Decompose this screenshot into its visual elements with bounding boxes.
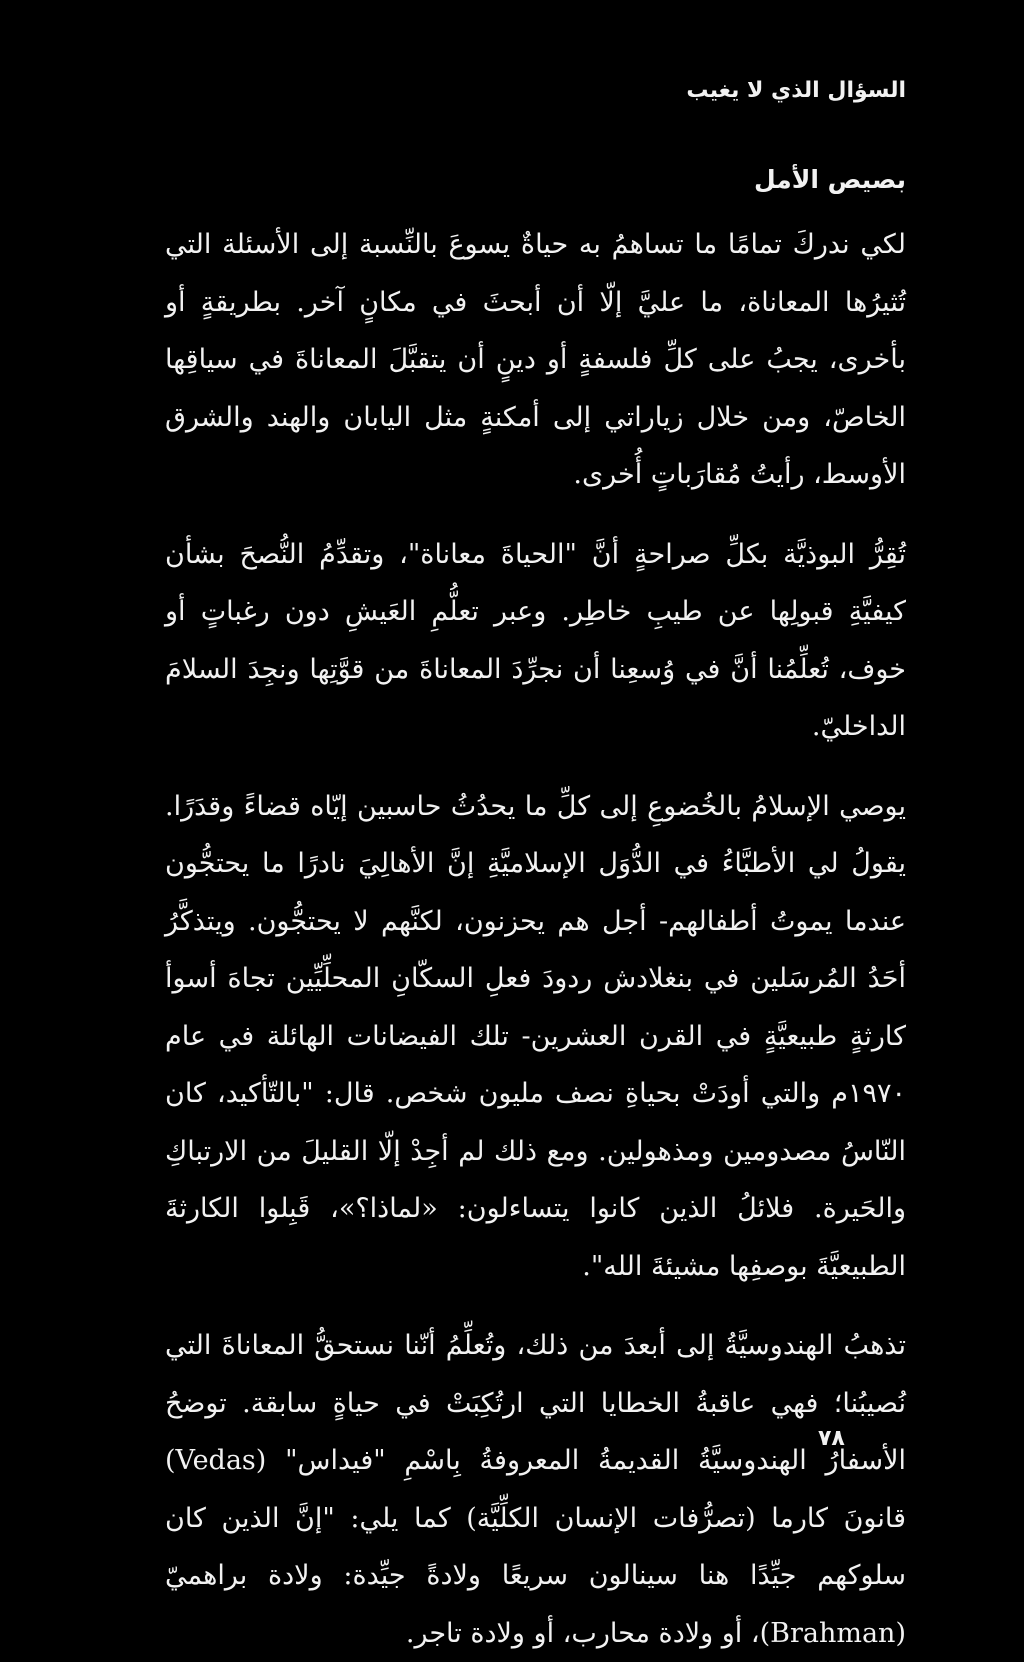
- paragraph-hinduism: تذهبُ الهندوسيَّةُ إلى أبعدَ من ذلك، وتُعلِّمُ أنّنا نستحقُّ المعاناةَ التي نُصيبُنا؛ فهي عاقبةُ الخطايا التي ارتُكِبَتْ في حياةٍ سابقة. توضحُ الأسفارُ الهندوسيَّةُ القديمةُ المعروفةُ بِاسْمِ "فيداس" (Vedas) قانونَ كارما (تصرُّفات الإنسان الكلِّيَّة) كما يلي: "إنَّ الذين كان سلوكهم جيِّدًا هنا سينالون سريعًا ولادةً جيِّدة: ولادة براهميّ (Brahman)، أو ولادة محارب، أو ولادة تاجر.: [165, 1330, 906, 1649]
- running-header: السؤال الذي لا يغيب: [686, 78, 906, 103]
- paragraph-islam: يوصي الإسلامُ بالخُضوعِ إلى كلِّ ما يحدُثُ حاسبين إيّاه قضاءً وقدَرًا. يقولُ لي الأطبَّاءُ في الدُّوَل الإسلاميَّةِ إنَّ الأهالِيَ نادرًا ما يحتجُّون عندما يموتُ أطفالهم- أجل هم يحزنون، لكنَّهم لا يحتجُّون. ويتذكَّرُ أحَدُ المُرسَلين في بنغلادش ردودَ فعلِ السكّانِ المحلِّيِّين تجاهَ أسوأ كارثةٍ طبيعيَّةٍ في القرن العشرين- تلك الفيضانات الهائلة في عام ١٩٧٠م والتي أودَتْ بحياةِ نصف مليون شخص. قال: "بالتّأكيد، كان النّاسُ مصدومين ومذهولين. ومع ذلك لم أجِدْ إلّا القليلَ من الارتباكِ والحَيرة. فلائلُ الذين كانوا يتساءلون: «لماذا؟»، قَبِلوا الكارثةَ الطبيعيَّةَ بوصفِها مشيئةَ الله".: [165, 790, 906, 1282]
- paragraph-buddhism-intro: لكي ندركَ تمامًا ما تساهمُ به حياةٌ يسوعَ بالنِّسبة إلى الأسئلة التي تُثيرُها المعاناة، ما عليَّ إلّا أن أبحثَ في مكانٍ آخر. بطريقةٍ أو بأخرى، يجبُ على كلِّ فلسفةٍ أو دينٍ أن يتقبَّلَ المعاناةَ في سياقِها الخاصّ، ومن خلال زياراتي إلى أمكنةٍ مثل اليابان والهند والشرق الأوسط، رأيتُ مُقارَباتٍ أُخرى.: [165, 229, 906, 490]
- page-number: ٧٨: [818, 1426, 845, 1451]
- paragraph-buddhism: تُقِرُّ البوذيَّة بكلِّ صراحةٍ أنَّ "الحياةَ معاناة"، وتقدِّمُ النُّصحَ بشأن كيفيَّةِ قبولِها عن طيبِ خاطِر. وعبر تعلُّمِ العَيشِ دون رغباتٍ أو خوف، تُعلِّمُنا أنَّ في وُسعِنا أن نجرِّدَ المعاناةَ من قوَّتِها ونجِدَ السلامَ الداخليّ.: [165, 538, 906, 742]
- section-heading: بصيص الأمل: [753, 165, 906, 194]
